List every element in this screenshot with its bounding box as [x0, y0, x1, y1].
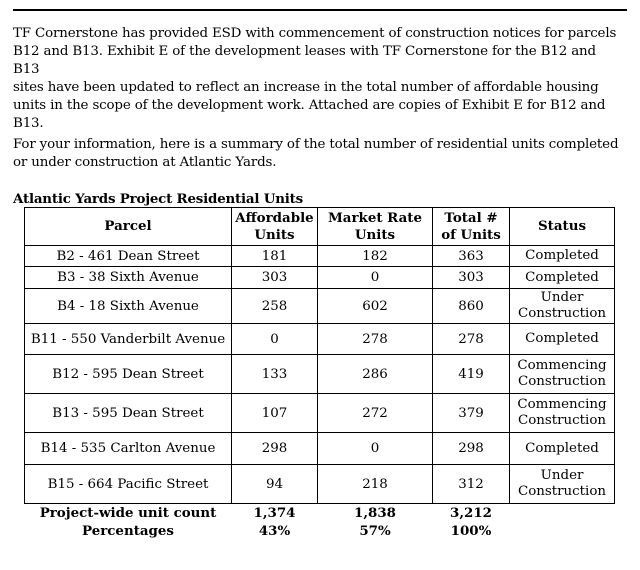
status-line: Commencing — [517, 397, 607, 412]
affordable-cell: 133 — [232, 355, 318, 394]
table-row — [25, 355, 615, 394]
parcel-cell: B2 - 461 Dean Street — [25, 246, 232, 267]
market-rate-cell: 0 — [318, 267, 433, 289]
table-row — [25, 433, 615, 465]
header-line: Total # — [444, 209, 498, 226]
intro-line: B13. — [13, 116, 44, 131]
col-header-affordable — [232, 208, 318, 246]
affordable-cell: 181 — [232, 246, 318, 267]
table-header-row — [25, 208, 615, 246]
col-header-market-rate — [318, 208, 433, 246]
header-line: Affordable — [235, 209, 314, 226]
table-row — [25, 246, 615, 267]
parcel-cell: B13 - 595 Dean Street — [25, 394, 232, 433]
header-line: Market Rate — [327, 209, 423, 226]
total-cell: 379 — [433, 394, 510, 433]
table-row — [25, 289, 615, 324]
total-cell: 419 — [433, 355, 510, 394]
summary-affordable: 43% — [258, 523, 291, 539]
market-rate-cell: 278 — [318, 324, 433, 355]
status-line: Commencing — [517, 358, 607, 373]
summary-total: 100% — [450, 523, 492, 539]
status-line: Under — [540, 468, 584, 483]
status-cell — [510, 324, 615, 355]
intro-paragraph — [13, 25, 621, 133]
summary-affordable: 1,374 — [253, 505, 296, 521]
status-cell — [510, 289, 615, 324]
status-line: Completed — [525, 331, 599, 346]
top-rule — [13, 9, 627, 11]
total-cell: 278 — [433, 324, 510, 355]
col-header-status: Status — [510, 208, 615, 246]
summary-row-unit-count — [25, 504, 615, 523]
summary-row-percentages — [25, 522, 615, 540]
status-line: Construction — [517, 484, 607, 499]
summary-label: Percentages — [82, 523, 174, 539]
parcel-cell: B11 - 550 Vanderbilt Avenue — [25, 324, 232, 355]
status-line: Under — [540, 290, 584, 305]
summary-line: or under construction at Atlantic Yards. — [13, 155, 277, 170]
header-line: of Units — [441, 226, 501, 243]
market-rate-cell: 0 — [318, 433, 433, 465]
status-cell — [510, 465, 615, 504]
market-rate-cell: 218 — [318, 465, 433, 504]
status-line: Completed — [525, 248, 599, 263]
summary-label: Project-wide unit count — [39, 505, 217, 521]
table-row — [25, 267, 615, 289]
residential-units-table — [24, 207, 615, 540]
status-cell — [510, 267, 615, 289]
intro-line: TF Cornerstone has provided ESD with commencement of construction notices for parcels — [13, 26, 617, 41]
total-cell: 860 — [433, 289, 510, 324]
summary-market-rate: 1,838 — [354, 505, 396, 521]
status-cell — [510, 246, 615, 267]
intro-line: B12 and B13. Exhibit E of the development leases with TF Cornerstone for the B12 and B13 — [13, 44, 596, 77]
col-header-parcel: Parcel — [25, 208, 232, 246]
summary-line: For your information, here is a summary of the total number of residential units completed — [13, 137, 619, 152]
table-row — [25, 394, 615, 433]
header-line: Units — [354, 226, 396, 243]
market-rate-cell: 602 — [318, 289, 433, 324]
parcel-cell: B4 - 18 Sixth Avenue — [25, 289, 232, 324]
affordable-cell: 0 — [232, 324, 318, 355]
status-line: Completed — [525, 440, 599, 456]
intro-line: sites have been updated to reflect an increase in the total number of affordable housing — [13, 80, 599, 95]
status-cell — [510, 433, 615, 465]
summary-market-rate: 57% — [359, 523, 391, 539]
market-rate-cell: 286 — [318, 355, 433, 394]
market-rate-cell: 182 — [318, 246, 433, 267]
table-row — [25, 324, 615, 355]
status-line: Completed — [525, 269, 599, 285]
affordable-cell: 258 — [232, 289, 318, 324]
col-header-total — [433, 208, 510, 246]
affordable-cell: 107 — [232, 394, 318, 433]
status-line: Construction — [517, 374, 607, 389]
total-cell: 298 — [433, 433, 510, 465]
parcel-cell: B3 - 38 Sixth Avenue — [25, 267, 232, 289]
intro-line: units in the scope of the development work. Attached are copies of Exhibit E for B12 and — [13, 98, 606, 113]
total-cell: 303 — [433, 267, 510, 289]
affordable-cell: 298 — [232, 433, 318, 465]
total-cell: 363 — [433, 246, 510, 267]
status-cell — [510, 355, 615, 394]
total-cell: 312 — [433, 465, 510, 504]
summary-empty — [510, 504, 615, 523]
parcel-cell: B12 - 595 Dean Street — [25, 355, 232, 394]
affordable-cell: 94 — [232, 465, 318, 504]
table-row — [25, 465, 615, 504]
status-line: Construction — [517, 413, 607, 428]
parcel-cell: B14 - 535 Carlton Avenue — [25, 433, 232, 465]
table-title: Atlantic Yards Project Residential Units — [13, 191, 303, 207]
header-line: Units — [254, 226, 295, 243]
parcel-cell: B15 - 664 Pacific Street — [25, 465, 232, 504]
market-rate-cell: 272 — [318, 394, 433, 433]
affordable-cell: 303 — [232, 267, 318, 289]
status-line: Construction — [517, 306, 607, 321]
summary-empty — [510, 522, 615, 540]
status-cell — [510, 394, 615, 433]
summary-paragraph — [13, 136, 621, 172]
summary-total: 3,212 — [450, 505, 492, 521]
